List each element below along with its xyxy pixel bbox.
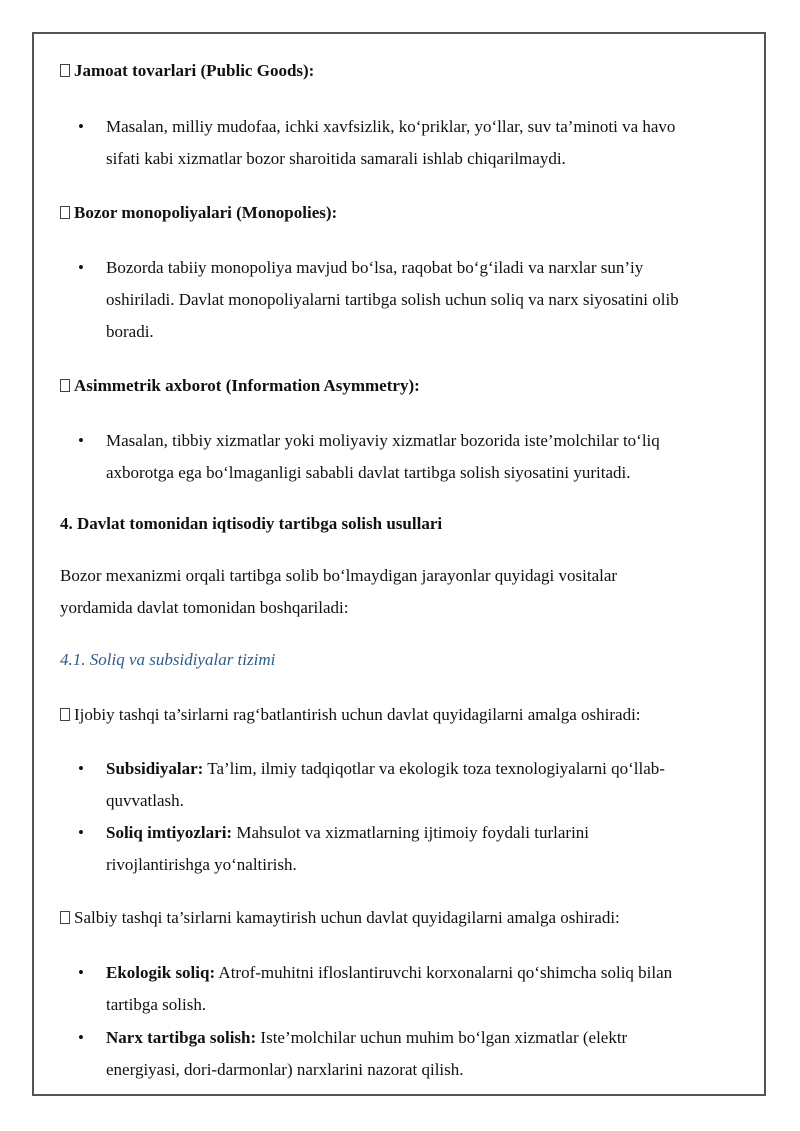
- positive-externalities-intro: [60, 705, 641, 725]
- subsection-4-1-heading: 4.1. Soliq va subsidiyalar tizimi: [60, 650, 276, 669]
- public-goods-text-line: sifati kabi xizmatlar bozor sharoitida samarali ishlab chiqarilmaydi.: [106, 149, 566, 168]
- monopolies-heading: [60, 203, 337, 223]
- price-regulation-label: Narx tartibga solish:: [106, 1028, 257, 1047]
- tax-relief-text: Mahsulot va xizmatlarning ijtimoiy foydali turlarini: [232, 823, 590, 842]
- price-regulation-item: [106, 1028, 627, 1048]
- asymmetry-text-line: Masalan, tibbiy xizmatlar yoki moliyaviy xizmatlar bozorida iste’molchilar to‘liq: [106, 431, 660, 450]
- monopolies-text-line: oshiriladi. Davlat monopoliyalarni tartibga solish uchun soliq va narx siyosatini olib: [106, 290, 679, 309]
- heading-text: Jamoat tovarlari (Public Goods):: [74, 61, 315, 80]
- asymmetry-text-line: axborotga ega bo‘lmaganligi sababli davlat tartibga solish siyosatini yuritadi.: [106, 463, 631, 482]
- price-regulation-text: Iste’molchilar uchun muhim bo‘lgan xizmatlar (elektr: [256, 1028, 628, 1047]
- heading-text: Bozor monopoliyalari (Monopolies):: [74, 203, 338, 222]
- eco-tax-text-line: tartibga solish.: [106, 995, 207, 1014]
- bullet-icon: •: [78, 431, 84, 450]
- subsidies-item: [106, 759, 665, 779]
- monopolies-text-line: Bozorda tabiiy monopoliya mavjud bo‘lsa, raqobat bo‘g‘iladi va narxlar sun’iy: [106, 258, 644, 277]
- subsidies-text: Ta’lim, ilmiy tadqiqotlar va ekologik toza texnologiyalarni qo‘llab-: [203, 759, 665, 778]
- bullet-icon: •: [78, 1028, 84, 1047]
- tax-relief-label: Soliq imtiyozlari:: [106, 823, 233, 842]
- eco-tax-item: [106, 963, 672, 983]
- missing-glyph-icon: [60, 379, 70, 392]
- price-regulation-text-line: energiyasi, dori-darmonlar) narxlarini nazorat qilish.: [106, 1060, 464, 1079]
- eco-tax-label: Ekologik soliq:: [106, 963, 216, 982]
- bullet-icon: •: [78, 759, 84, 778]
- missing-glyph-icon: [60, 206, 70, 219]
- bullet-icon: •: [78, 117, 84, 136]
- bullet-icon: •: [78, 963, 84, 982]
- asymmetry-heading: [60, 376, 420, 396]
- public-goods-text-line: Masalan, milliy mudofaa, ichki xavfsizlik, ko‘priklar, yo‘llar, suv ta’minoti va havo: [106, 117, 676, 136]
- subsidies-text-line: quvvatlash.: [106, 791, 184, 810]
- public-goods-heading: [60, 61, 314, 81]
- section-4-heading: 4. Davlat tomonidan iqtisodiy tartibga solish usullari: [60, 514, 443, 533]
- intro-text: Ijobiy tashqi ta’sirlarni rag‘batlantirish uchun davlat quyidagilarni amalga oshiradi:: [74, 705, 641, 724]
- intro-text: Salbiy tashqi ta’sirlarni kamaytirish uchun davlat quyidagilarni amalga oshiradi:: [74, 908, 620, 927]
- negative-externalities-intro: [60, 908, 620, 928]
- missing-glyph-icon: [60, 64, 70, 77]
- missing-glyph-icon: [60, 708, 70, 721]
- section-4-intro-line: yordamida davlat tomonidan boshqariladi:: [60, 598, 349, 617]
- bullet-icon: •: [78, 823, 84, 842]
- tax-relief-text-line: rivojlantirishga yo‘naltirish.: [106, 855, 297, 874]
- missing-glyph-icon: [60, 911, 70, 924]
- eco-tax-text: Atrof-muhitni ifloslantiruvchi korxonalarni qo‘shimcha soliq bilan: [215, 963, 673, 982]
- tax-relief-item: [106, 823, 589, 843]
- heading-text: Asimmetrik axborot (Information Asymmetry):: [74, 376, 420, 395]
- page-border: [32, 32, 766, 1096]
- monopolies-text-line: boradi.: [106, 322, 154, 341]
- bullet-icon: •: [78, 258, 84, 277]
- subsidies-label: Subsidiyalar:: [106, 759, 204, 778]
- section-4-intro-line: Bozor mexanizmi orqali tartibga solib bo‘lmaydigan jarayonlar quyidagi vositalar: [60, 566, 618, 585]
